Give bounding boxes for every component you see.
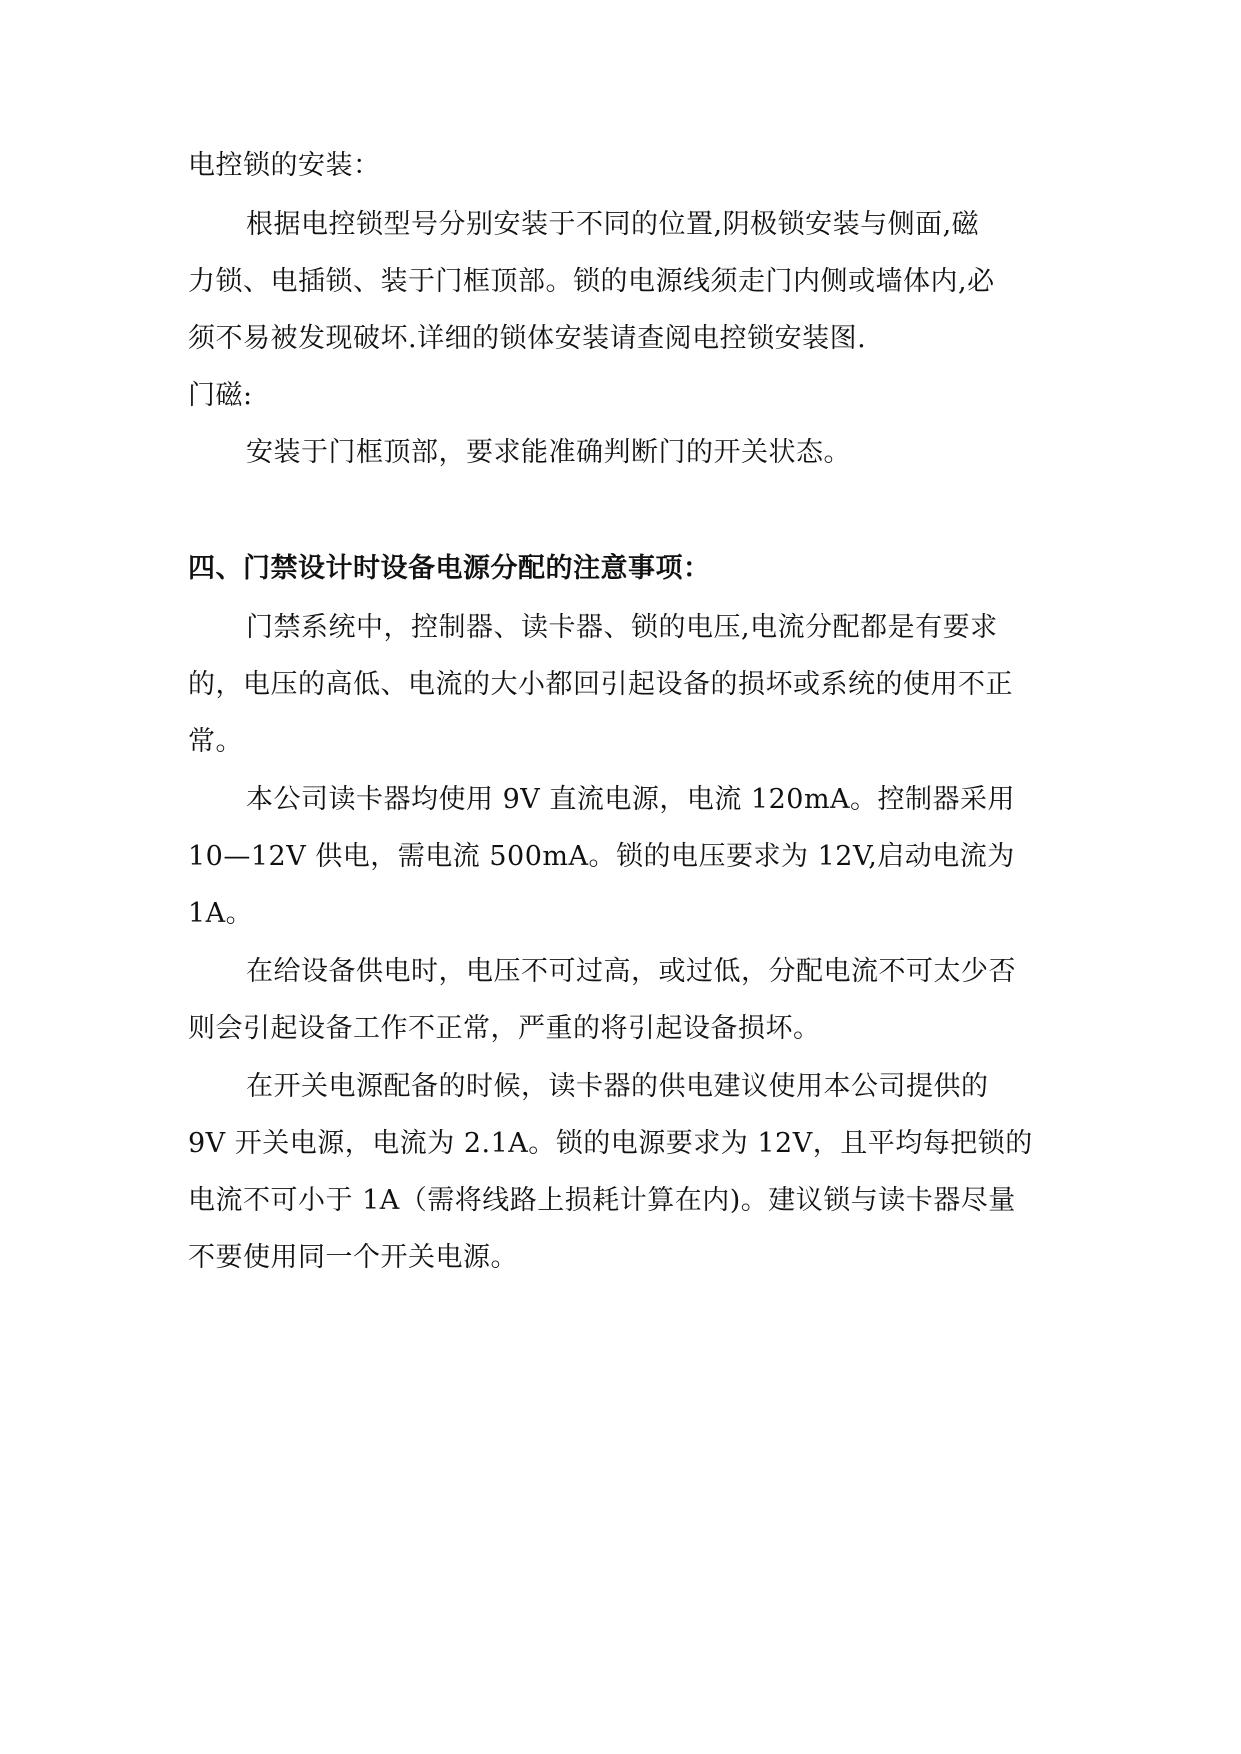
section-heading-power: 四、门禁设计时设备电源分配的注意事项： — [188, 553, 711, 584]
power-p4-line-3: 电流不可小于 1A（需将线路上损耗计算在内)。建议锁与读卡器尽量 — [188, 1185, 1016, 1216]
door-magnet-line-1: 安装于门框顶部，要求能准确判断门的开关状态。 — [246, 437, 851, 468]
power-p3-line-2: 则会引起设备工作不正常，严重的将引起设备损坏。 — [188, 1013, 821, 1044]
power-p1-line-2: 的，电压的高低、电流的大小都回引起设备的损坏或系统的使用不正 — [188, 669, 1013, 700]
lock-install-line-2: 力锁、电插锁、装于门框顶部。锁的电源线须走门内侧或墙体内,必 — [188, 266, 995, 297]
lock-install-line-1: 根据电控锁型号分别安装于不同的位置,阴极锁安装与侧面,磁 — [246, 209, 980, 240]
power-p2-line-3: 1A。 — [188, 898, 254, 929]
power-p2-line-1: 本公司读卡器均使用 9V 直流电源，电流 120mA。控制器采用 — [246, 784, 1016, 815]
power-p4-line-1: 在开关电源配备的时候，读卡器的供电建议使用本公司提供的 — [246, 1071, 989, 1102]
power-p4-line-4: 不要使用同一个开关电源。 — [188, 1242, 518, 1273]
power-p3-line-1: 在给设备供电时，电压不可过高，或过低，分配电流不可太少否 — [246, 956, 1016, 987]
power-p4-line-2: 9V 开关电源，电流为 2.1A。锁的电源要求为 12V，且平均每把锁的 — [188, 1128, 1033, 1159]
door-magnet-title: 门磁: — [188, 380, 253, 411]
power-p1-line-3: 常。 — [188, 726, 243, 757]
lock-install-title: 电控锁的安装： — [188, 150, 381, 181]
lock-install-line-3: 须不易被发现破坏.详细的锁体安装请查阅电控锁安装图. — [188, 323, 867, 354]
power-p1-line-1: 门禁系统中，控制器、读卡器、锁的电压,电流分配都是有要求 — [246, 612, 998, 643]
power-p2-line-2: 10—12V 供电，需电流 500mA。锁的电压要求为 12V,启动电流为 — [188, 841, 1015, 872]
